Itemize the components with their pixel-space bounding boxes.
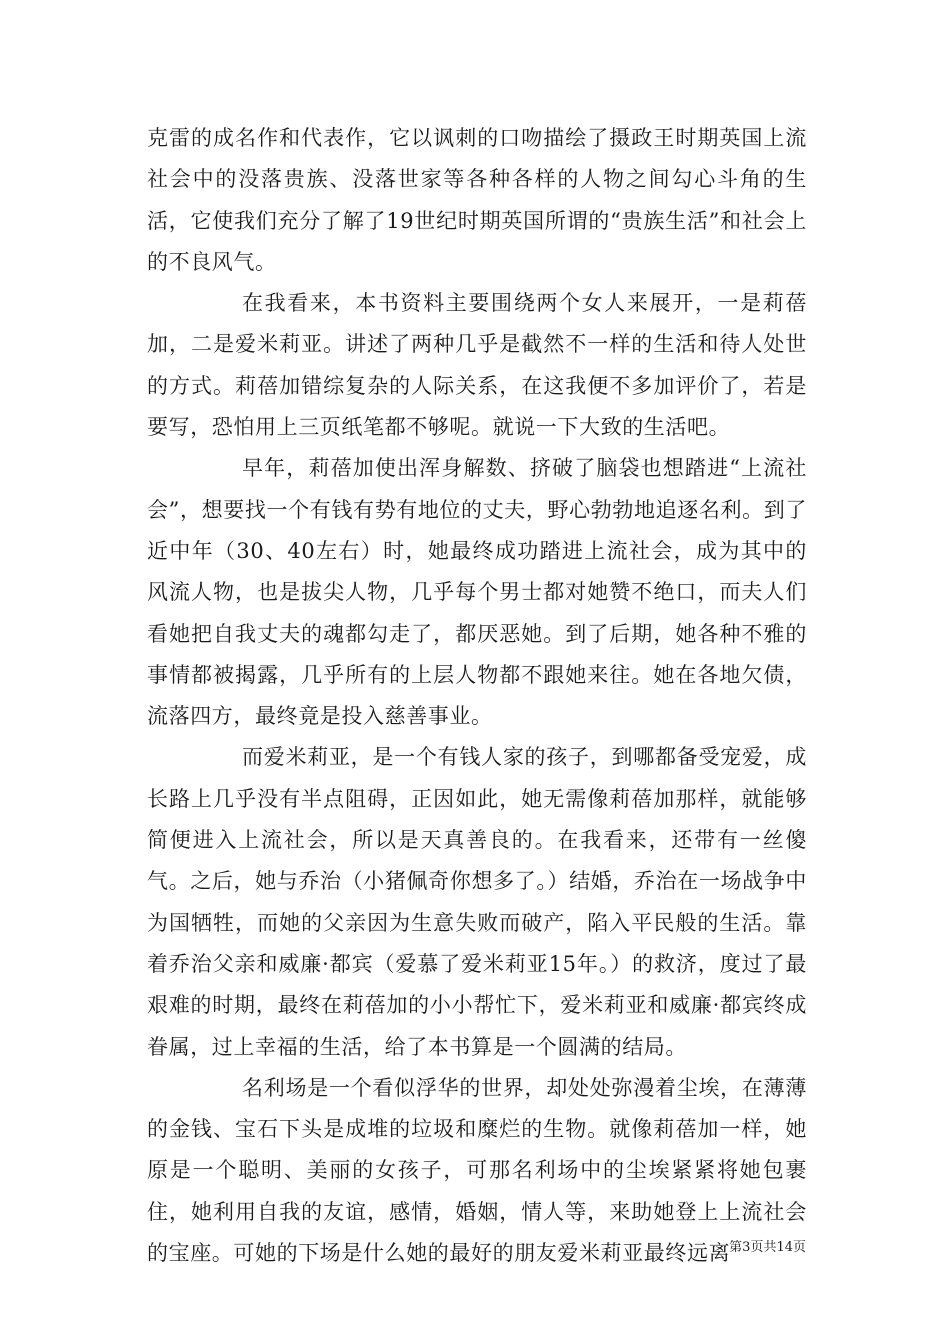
paragraph-3: 早年，莉蓓加使出浑身解数、挤破了脑袋也想踏进“上流社会”，想要找一个有钱有势有地位的丈夫，野心勃勃地追逐名利。到了近中年（30、40左右）时，她最终成功踏进上流社会，成为其中的风流人物，也是拔尖人物，几乎每个男士都对她赞不绝口，而夫人们看她把自我丈夫的魂都勾走了，都厌恶她。到了后期，她各种不雅的事情都被揭露，几乎所有的上层人物都不跟她来往。她在各地欠债，流落四方，最终竟是投入慈善事业。 [147, 456, 807, 729]
paragraph-5: 名利场是一个看似浮华的世界，却处处弥漫着尘埃，在薄薄的金钱、宝石下头是成堆的垃圾和糜烂的生物。就像莉蓓加一样，她原是一个聪明、美丽的女孩子，可那名利场中的尘埃紧紧将她包裹住，她利用自我的友谊，感情，婚姻，情人等，来助她登上上流社会的宝座。可她的下场是什么她的最好的朋友爱米莉亚最终远离 [147, 1075, 807, 1266]
page-number: 第3页共14页 [729, 1240, 806, 1255]
paragraph-4: 而爱米莉亚，是一个有钱人家的孩子，到哪都备受宠爱，成长路上几乎没有半点阻碍，正因如此，她无需像莉蓓加那样，就能够简便进入上流社会，所以是天真善良的。在我看来，还带有一丝傻气。之后，她与乔治（小猪佩奇你想多了。）结婚，乔治在一场战争中为国牺牲，而她的父亲因为生意失败而破产，陷入平民般的生活。靠着乔治父亲和威廉·都宾（爱慕了爱米莉亚15年。）的救济，度过了最艰难的时期，最终在莉蓓加的小小帮忙下，爱米莉亚和威廉·都宾终成眷属，过上幸福的生活，给了本书算是一个圆满的结局。 [147, 745, 807, 1059]
body-text [147, 118, 807, 1274]
paragraph-2: 在我看来，本书资料主要围绕两个女人来展开，一是莉蓓加，二是爱米莉亚。讲述了两种几乎是截然不一样的生活和待人处世的方式。莉蓓加错综复杂的人际关系，在这我便不多加评价了，若是要写，恐怕用上三页纸笔都不够呢。就说一下大致的生活吧。 [147, 291, 807, 440]
paragraph-1: 克雷的成名作和代表作，它以讽刺的口吻描绘了摄政王时期英国上流社会中的没落贵族、没落世家等各种各样的人物之间勾心斗角的生活，它使我们充分了解了19世纪时期英国所谓的“贵族生活”和社会上的不良风气。 [147, 126, 807, 274]
